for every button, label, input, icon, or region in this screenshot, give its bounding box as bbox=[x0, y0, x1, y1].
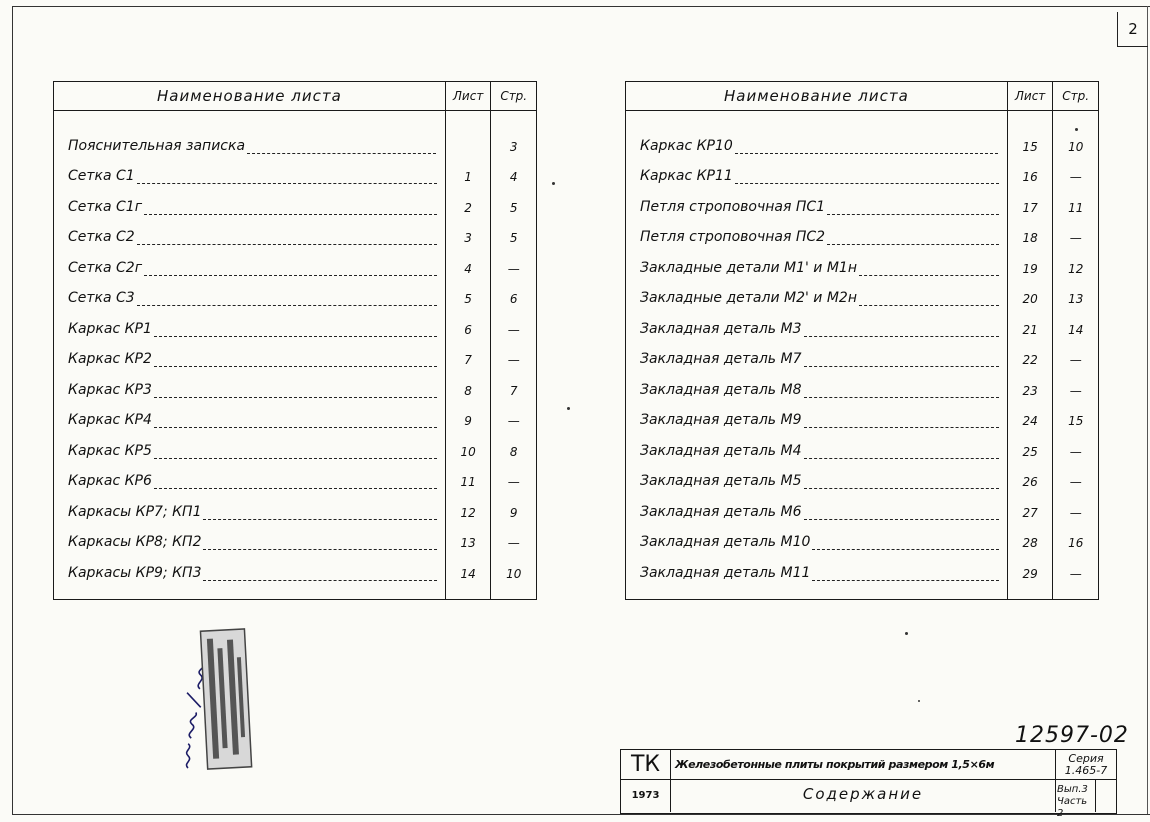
row-sheet-name-text: Каркасы КР7; КП1 bbox=[68, 503, 202, 520]
row-sheet-name-text: Каркас КР6 bbox=[68, 473, 152, 489]
row-sheet-name bbox=[626, 398, 1008, 429]
row-sheet-name-text: Каркасы КР8; КП2 bbox=[68, 534, 202, 550]
row-sheet-name bbox=[626, 489, 1008, 520]
leader-dashes bbox=[137, 238, 437, 245]
row-sheet-number: 6 bbox=[445, 306, 491, 337]
row-sheet-name bbox=[626, 337, 1008, 368]
row-sheet-name-text: Сетка С2 bbox=[68, 229, 135, 245]
table-row bbox=[54, 276, 537, 307]
title-block-series bbox=[1056, 750, 1116, 780]
contents-table-right-body bbox=[626, 111, 1099, 600]
row-sheet-number: 7 bbox=[445, 337, 491, 368]
table-row bbox=[626, 550, 1099, 599]
row-sheet-name-text: Каркас КР11 bbox=[640, 168, 733, 184]
header-page-number: Стр. bbox=[491, 82, 537, 111]
row-sheet-number: 8 bbox=[445, 367, 491, 398]
contents-table-left-body bbox=[54, 111, 537, 600]
row-sheet-name-text: Петля строповочная ПС1 bbox=[640, 198, 826, 215]
row-page-number: — bbox=[1069, 170, 1082, 184]
title-block-year: 1973 bbox=[621, 780, 671, 812]
row-sheet-name bbox=[54, 550, 446, 599]
table-row bbox=[626, 398, 1099, 429]
table-header-row bbox=[626, 82, 1099, 111]
table-row bbox=[54, 459, 537, 490]
leader-dashes bbox=[137, 299, 437, 306]
row-sheet-number: 21 bbox=[1007, 306, 1053, 337]
row-sheet-number: 27 bbox=[1007, 489, 1053, 520]
leader-dashes bbox=[735, 147, 998, 154]
row-sheet-name-text: Закладная деталь М9 bbox=[640, 412, 802, 428]
title-block bbox=[620, 749, 1117, 819]
table-row bbox=[626, 367, 1099, 398]
table-row bbox=[54, 215, 537, 246]
table-row bbox=[626, 276, 1099, 307]
page-number: 2 bbox=[1117, 12, 1148, 47]
header-sheet-name: Наименование листа bbox=[626, 82, 1008, 111]
row-sheet-name-text: Закладная деталь М3 bbox=[640, 320, 802, 337]
leader-dashes bbox=[804, 360, 999, 367]
row-sheet-name-text: Закладная деталь М11 bbox=[640, 564, 811, 581]
row-page-number: 9 bbox=[509, 505, 518, 520]
row-sheet-name bbox=[54, 215, 446, 246]
leader-dashes bbox=[144, 208, 437, 215]
leader-dashes bbox=[812, 543, 999, 550]
frame-bottom-border bbox=[12, 814, 1150, 815]
table-row bbox=[54, 111, 537, 154]
row-page-number: 14 bbox=[1068, 322, 1084, 337]
leader-dashes bbox=[735, 177, 999, 184]
row-page-number: — bbox=[1069, 566, 1082, 581]
row-page-number: 15 bbox=[1068, 414, 1084, 428]
table-row bbox=[54, 154, 537, 185]
leader-dashes bbox=[247, 147, 436, 154]
row-sheet-name bbox=[626, 428, 1008, 459]
row-page-number: 5 bbox=[509, 231, 518, 245]
row-sheet-name-text: Закладные детали М2' и М2н bbox=[640, 290, 857, 306]
row-page-number: 16 bbox=[1068, 536, 1084, 550]
row-sheet-name bbox=[626, 184, 1008, 215]
leader-dashes bbox=[804, 513, 999, 520]
scan-speck bbox=[1075, 128, 1078, 131]
row-sheet-number: 13 bbox=[445, 520, 491, 551]
header-sheet-number: Лист bbox=[1007, 82, 1053, 111]
row-sheet-name bbox=[54, 111, 446, 154]
table-row bbox=[54, 245, 537, 276]
scan-speck bbox=[567, 407, 570, 410]
row-sheet-name-text: Каркасы КР9; КП3 bbox=[68, 564, 202, 581]
table-row bbox=[54, 306, 537, 337]
leader-dashes bbox=[804, 482, 999, 489]
row-sheet-name bbox=[54, 398, 446, 429]
series-value: 1.465-7 bbox=[1064, 764, 1108, 777]
row-sheet-name-text: Каркас КР5 bbox=[68, 442, 152, 459]
row-sheet-name bbox=[54, 306, 446, 337]
row-sheet-number: 25 bbox=[1007, 428, 1053, 459]
row-sheet-name bbox=[54, 154, 446, 185]
row-sheet-number: 22 bbox=[1007, 337, 1053, 368]
leader-dashes bbox=[804, 391, 999, 398]
row-page-number: 4 bbox=[509, 170, 518, 184]
row-sheet-name bbox=[54, 245, 446, 276]
scan-speck bbox=[905, 632, 908, 635]
part-label: Часть 2 bbox=[1057, 796, 1088, 819]
leader-dashes bbox=[154, 482, 437, 489]
leader-dashes bbox=[804, 421, 999, 428]
leader-dashes bbox=[144, 269, 437, 276]
row-sheet-name bbox=[54, 520, 446, 551]
table-row bbox=[626, 459, 1099, 490]
leader-dashes bbox=[203, 513, 437, 520]
leader-dashes bbox=[154, 452, 437, 459]
series-label: Серия bbox=[1068, 752, 1104, 765]
row-page-number: 3 bbox=[509, 139, 518, 154]
leader-dashes bbox=[154, 421, 437, 428]
row-sheet-name bbox=[626, 459, 1008, 490]
row-page-number: 11 bbox=[1068, 200, 1084, 215]
row-sheet-number: 28 bbox=[1007, 520, 1053, 551]
row-page-number: — bbox=[507, 475, 520, 489]
leader-dashes bbox=[812, 574, 999, 581]
row-sheet-name-text: Пояснительная записка bbox=[68, 137, 246, 154]
row-sheet-name bbox=[626, 154, 1008, 185]
leader-dashes bbox=[203, 574, 437, 581]
row-sheet-number: 4 bbox=[445, 245, 491, 276]
contents-table-right bbox=[625, 81, 1099, 600]
row-sheet-name bbox=[626, 306, 1008, 337]
title-block-issue bbox=[1056, 780, 1096, 819]
row-sheet-number: 16 bbox=[1007, 154, 1053, 185]
frame-right-border bbox=[1147, 6, 1148, 814]
table-row bbox=[626, 154, 1099, 185]
row-sheet-name-text: Сетка С2г bbox=[68, 259, 143, 276]
table-row bbox=[54, 184, 537, 215]
row-sheet-name-text: Закладная деталь М4 bbox=[640, 442, 802, 459]
row-page-number: 8 bbox=[509, 444, 518, 459]
row-sheet-name bbox=[54, 276, 446, 307]
row-sheet-name-text: Закладная деталь М7 bbox=[640, 351, 802, 367]
row-sheet-name bbox=[54, 489, 446, 520]
table-row bbox=[626, 184, 1099, 215]
leader-dashes bbox=[827, 208, 999, 215]
leader-dashes bbox=[154, 330, 437, 337]
row-sheet-name-text: Сетка С1 bbox=[68, 168, 135, 184]
table-row bbox=[626, 489, 1099, 520]
row-page-number: — bbox=[507, 322, 520, 337]
row-sheet-name bbox=[626, 245, 1008, 276]
row-sheet-number: 10 bbox=[445, 428, 491, 459]
frame-top-border bbox=[12, 6, 1150, 7]
header-sheet-number: Лист bbox=[445, 82, 491, 111]
contents-table-left bbox=[53, 81, 537, 600]
row-sheet-number: 24 bbox=[1007, 398, 1053, 429]
table-row bbox=[626, 337, 1099, 368]
leader-dashes bbox=[859, 299, 999, 306]
row-sheet-name-text: Закладная деталь М5 bbox=[640, 473, 802, 489]
row-sheet-number: 17 bbox=[1007, 184, 1053, 215]
row-sheet-number: 11 bbox=[445, 459, 491, 490]
row-page-number: — bbox=[1069, 231, 1082, 245]
table-row bbox=[626, 245, 1099, 276]
row-sheet-name-text: Закладная деталь М8 bbox=[640, 381, 802, 398]
row-sheet-name bbox=[626, 367, 1008, 398]
row-sheet-name-text: Сетка С1г bbox=[68, 198, 143, 215]
row-page-number: 10 bbox=[506, 566, 522, 581]
row-sheet-name bbox=[626, 215, 1008, 246]
scan-speck bbox=[918, 700, 920, 702]
row-sheet-number: 12 bbox=[445, 489, 491, 520]
row-sheet-name bbox=[626, 276, 1008, 307]
row-sheet-name-text: Каркас КР1 bbox=[68, 320, 152, 337]
header-sheet-name: Наименование листа bbox=[54, 82, 446, 111]
row-sheet-name bbox=[54, 184, 446, 215]
row-page-number: — bbox=[507, 536, 520, 550]
table-header-row bbox=[54, 82, 537, 111]
row-sheet-name-text: Каркас КР10 bbox=[640, 137, 733, 154]
row-sheet-number: 14 bbox=[445, 550, 491, 599]
row-sheet-number: 15 bbox=[1007, 111, 1053, 154]
row-sheet-number: 9 bbox=[445, 398, 491, 429]
row-page-number: 6 bbox=[509, 292, 518, 306]
leader-dashes bbox=[203, 543, 437, 550]
row-page-number: — bbox=[507, 353, 520, 367]
leader-dashes bbox=[804, 452, 999, 459]
row-sheet-number: 26 bbox=[1007, 459, 1053, 490]
row-sheet-number: 23 bbox=[1007, 367, 1053, 398]
table-row bbox=[54, 367, 537, 398]
row-page-number: 13 bbox=[1068, 292, 1084, 306]
title-block-title: Железобетонные плиты покрытий размером 1,5×6м bbox=[671, 750, 1056, 780]
table-row bbox=[54, 337, 537, 368]
leader-dashes bbox=[804, 330, 999, 337]
leader-dashes bbox=[859, 269, 999, 276]
table-row bbox=[626, 111, 1099, 154]
issue-label: Вып.3 bbox=[1057, 784, 1088, 795]
table-row bbox=[54, 398, 537, 429]
table-row bbox=[626, 306, 1099, 337]
table-row bbox=[54, 520, 537, 551]
table-row bbox=[54, 550, 537, 599]
table-row bbox=[626, 428, 1099, 459]
scan-speck bbox=[552, 182, 555, 185]
row-sheet-name-text: Закладная деталь М6 bbox=[640, 503, 802, 520]
row-sheet-name-text: Сетка С3 bbox=[68, 290, 135, 306]
row-sheet-name-text: Каркас КР2 bbox=[68, 351, 152, 367]
header-page-number: Стр. bbox=[1053, 82, 1099, 111]
row-sheet-number: 29 bbox=[1007, 550, 1053, 599]
row-page-number: 7 bbox=[509, 383, 518, 398]
row-sheet-name bbox=[626, 111, 1008, 154]
row-page-number: — bbox=[1069, 505, 1082, 520]
row-sheet-name-text: Каркас КР3 bbox=[68, 381, 152, 398]
row-sheet-name bbox=[626, 520, 1008, 551]
table-row bbox=[626, 215, 1099, 246]
frame-left-border bbox=[12, 6, 13, 814]
title-block-content: Содержание bbox=[671, 780, 1056, 812]
row-sheet-name bbox=[54, 337, 446, 368]
row-sheet-name-text: Закладная деталь М10 bbox=[640, 534, 811, 550]
row-page-number: 12 bbox=[1068, 261, 1084, 276]
row-page-number: — bbox=[1069, 444, 1082, 459]
row-page-number: 10 bbox=[1068, 139, 1084, 154]
leader-dashes bbox=[154, 360, 437, 367]
row-page-number: — bbox=[1069, 475, 1082, 489]
row-sheet-name bbox=[54, 428, 446, 459]
row-sheet-name-text: Каркас КР4 bbox=[68, 412, 152, 428]
leader-dashes bbox=[827, 238, 999, 245]
table-row bbox=[54, 428, 537, 459]
row-sheet-number: 3 bbox=[445, 215, 491, 246]
document-number: 12597-02 bbox=[1015, 723, 1129, 748]
leader-dashes bbox=[154, 391, 437, 398]
row-sheet-name bbox=[54, 367, 446, 398]
row-sheet-number: 18 bbox=[1007, 215, 1053, 246]
table-row bbox=[54, 489, 537, 520]
row-sheet-number: 20 bbox=[1007, 276, 1053, 307]
row-page-number: — bbox=[1069, 353, 1082, 367]
title-block-org: ТК bbox=[621, 750, 671, 780]
row-page-number: — bbox=[507, 261, 520, 276]
row-sheet-name bbox=[626, 550, 1008, 599]
table-row bbox=[626, 520, 1099, 551]
row-page-number: — bbox=[507, 414, 520, 428]
row-sheet-name bbox=[54, 459, 446, 490]
row-sheet-number bbox=[445, 111, 491, 154]
leader-dashes bbox=[137, 177, 437, 184]
row-sheet-number: 19 bbox=[1007, 245, 1053, 276]
row-sheet-number: 2 bbox=[445, 184, 491, 215]
row-sheet-name-text: Закладные детали М1' и М1н bbox=[640, 259, 857, 276]
archive-stamp bbox=[160, 618, 260, 778]
row-sheet-name-text: Петля строповочная ПС2 bbox=[640, 229, 826, 245]
row-sheet-number: 1 bbox=[445, 154, 491, 185]
row-page-number: — bbox=[1069, 383, 1082, 398]
row-page-number: 5 bbox=[509, 200, 518, 215]
row-sheet-number: 5 bbox=[445, 276, 491, 307]
